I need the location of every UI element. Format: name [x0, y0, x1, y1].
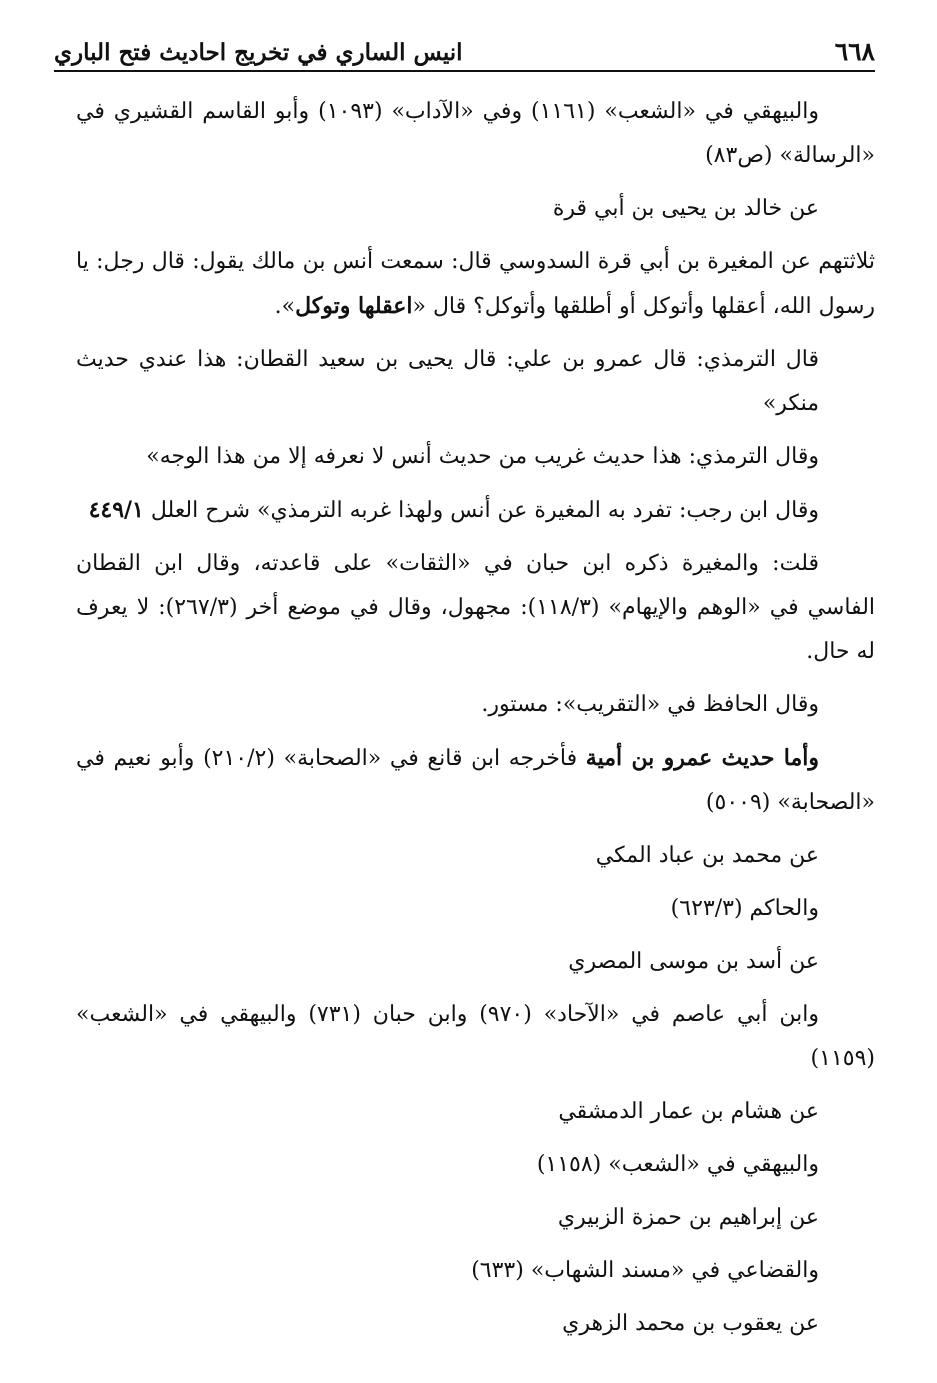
paragraph-9 — [76, 736, 875, 825]
paragraph-2: عن خالد بن يحيى بن أبي قرة — [552, 196, 819, 221]
paragraph-7: قلت: والمغيرة ذكره ابن حبان في «الثقات» على قاعدته، وقال ابن القطان الفاسي في «الوهم والإيهام» (١١٨/٣): مجهول، وقال في موضع أخر (٢٦٧/٣): لا يعرف له حال. — [76, 551, 876, 664]
paragraph-5: وقال الترمذي: هذا حديث غريب من حديث أنس لا نعرفه إلا من هذا الوجه» — [146, 444, 819, 469]
paragraph-17: والقضاعي في «مسند الشهاب» (٦٣٣) — [471, 1258, 819, 1283]
paragraph-8: وقال الحافظ في «التقريب»: مستور. — [481, 692, 819, 717]
paragraph-6 — [76, 488, 875, 533]
reference-number: ٤٤٩/١ — [88, 497, 144, 523]
paragraph-3 — [76, 240, 875, 329]
section-heading: وأما حديث عمرو بن أمية — [585, 745, 819, 771]
paragraph-1: والبيهقي في «الشعب» (١١٦١) وفي «الآداب» (١٠٩٣) وأبو القاسم القشيري في «الرسالة» (ص٨٣) — [76, 99, 875, 168]
paragraph-13: وابن أبي عاصم في «الآحاد» (٩٧٠) وابن حبان (٧٣١) والبيهقي في «الشعب» (١١٥٩) — [76, 1002, 875, 1071]
paragraph-18: عن يعقوب بن محمد الزهري — [562, 1311, 819, 1336]
running-title: انيس الساري في تخريج احاديث فتح الباري — [54, 39, 463, 66]
paragraph-3-end: ». — [274, 294, 296, 319]
paragraph-14: عن هشام بن عمار الدمشقي — [558, 1099, 819, 1124]
paragraph-15: والبيهقي في «الشعب» (١١٥٨) — [536, 1152, 819, 1177]
page-header — [54, 28, 875, 72]
hadith-quote: اعقلها وتوكل — [295, 293, 413, 319]
paragraph-12: عن أسد بن موسى المصري — [568, 949, 819, 974]
paragraph-4: قال الترمذي: قال عمرو بن علي: قال يحيى بن سعيد القطان: هذا عندي حديث منكر» — [76, 347, 819, 416]
page-body — [76, 90, 875, 1355]
paragraph-3-text: ثلاثتهم عن المغيرة بن أبي قرة السدوسي قال: سمعت أنس بن مالك يقول: قال رجل: يا رسول الله، أعقلها وأتوكل أو أطلقها وأتوكل؟ قال « — [76, 249, 875, 319]
paragraph-11: والحاكم (٦٢٣/٣) — [670, 896, 819, 921]
paragraph-16: عن إبراهيم بن حمزة الزبيري — [557, 1205, 819, 1230]
page-number: ٦٦٨ — [834, 37, 875, 66]
paragraph-6-text: وقال ابن رجب: تفرد به المغيرة عن أنس ولهذا غربه الترمذي» شرح العلل — [143, 498, 819, 523]
paragraph-10: عن محمد بن عباد المكي — [595, 843, 819, 868]
paragraph-9-text: فأخرجه ابن قانع في «الصحابة» (٢١٠/٢) وأبو نعيم في «الصحابة» (٥٠٠٩) — [76, 746, 875, 815]
